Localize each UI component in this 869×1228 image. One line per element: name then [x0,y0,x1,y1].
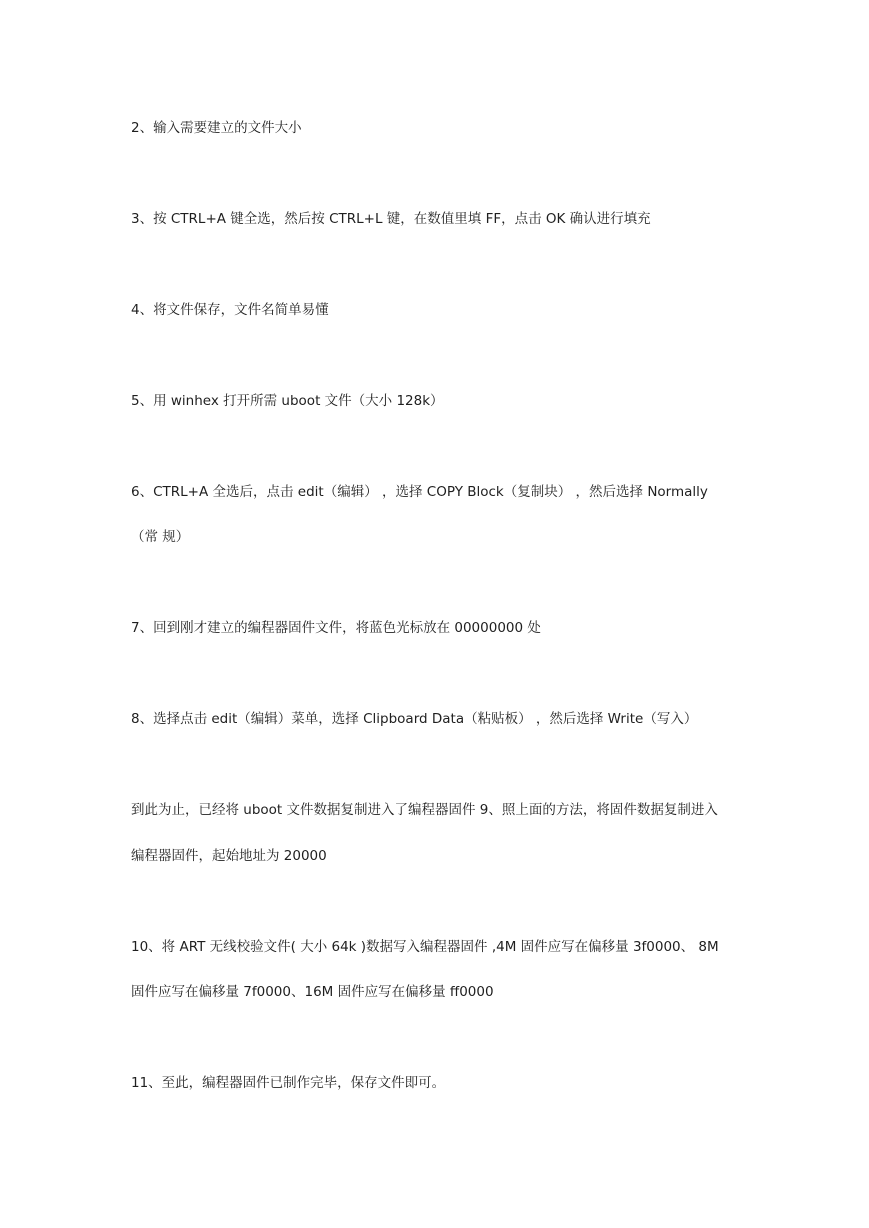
step-9-line-1: 到此为止，已经将 uboot 文件数据复制进入了编程器固件 9、照上面的方法，将固件数据复制进入 [131,802,718,818]
step-7-line-1: 7、回到刚才建立的编程器固件文件，将蓝色光标放在 00000000 处 [131,620,541,636]
step-4-line-1: 4、将文件保存，文件名简单易懂 [131,302,329,318]
step-9-line-2: 编程器固件，起始地址为 20000 [131,848,327,864]
step-2-line-1: 2、输入需要建立的文件大小 [131,120,302,136]
step-11-line-1: 11、至此，编程器固件已制作完毕，保存文件即可。 [131,1075,446,1091]
step-3-line-1: 3、按 CTRL+A 键全选，然后按 CTRL+L 键，在数值里填 FF，点击 OK 确认进行填充 [131,211,651,227]
step-10-line-1: 10、将 ART 无线校验文件( 大小 64k )数据写入编程器固件 ,4M 固件应写在偏移量 3f0000、 8M [131,939,719,955]
step-6-line-1: 6、CTRL+A 全选后，点击 edit（编辑） ，选择 COPY Block（复制块） ，然后选择 Normally [131,484,708,500]
step-5-line-1: 5、用 winhex 打开所需 uboot 文件（大小 128k） [131,393,444,409]
step-6-line-2: （常 规） [131,529,190,545]
step-10-line-2: 固件应写在偏移量 7f0000、16M 固件应写在偏移量 ff0000 [131,984,494,1000]
step-8-line-1: 8、选择点击 edit（编辑）菜单，选择 Clipboard Data（粘贴板） ，然后选择 Write（写入） [131,711,698,727]
